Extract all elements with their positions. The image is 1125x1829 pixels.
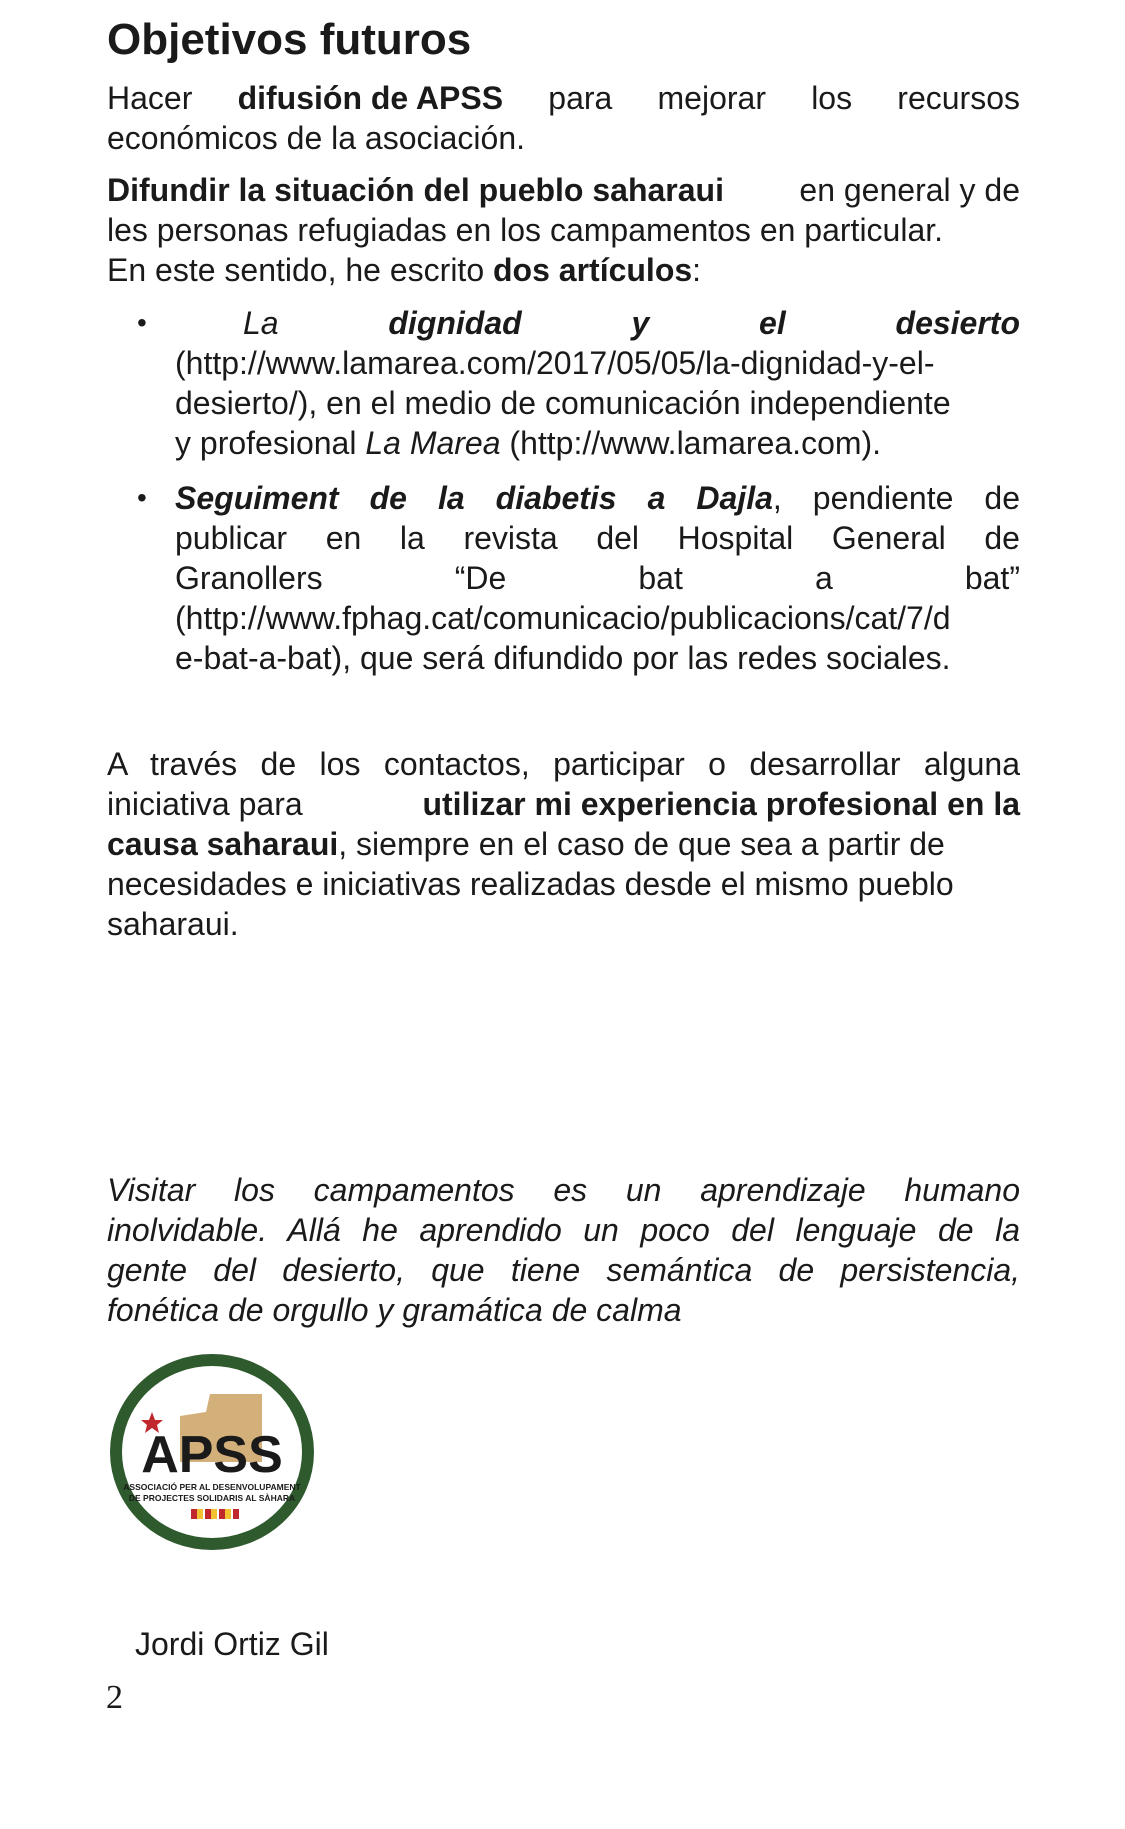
p2-line1 [107, 170, 1020, 210]
quote-line: gente del desierto, que tiene semántica de persistencia, [107, 1252, 1020, 1288]
text: y profesional [175, 425, 357, 461]
word: La [243, 305, 279, 341]
word: diabetis [495, 480, 617, 516]
word: General [831, 520, 946, 556]
text: , siempre en el caso de que sea a partir de [338, 826, 945, 862]
quote-line: inolvidable. Allá he aprendido un poco del lenguaje de la [107, 1212, 1020, 1248]
apss-logo-graphic [110, 1354, 314, 1550]
p3-line5: saharaui. [107, 906, 239, 942]
word: Dajla [696, 480, 773, 516]
bullet-icon: • [137, 482, 147, 513]
logo-acronym: APSS [141, 1426, 283, 1484]
apss-logo [110, 1354, 314, 1550]
quote-line: fonética de orgullo y gramática de calma [107, 1292, 682, 1328]
bullet2-line1: Seguiment de la diabetis a Dajla, pendiente de [175, 480, 1020, 516]
section-heading: Objetivos futuros [107, 15, 472, 64]
text: En este sentido, he escrito [107, 252, 485, 288]
word: desierto [895, 305, 1020, 341]
page-number: 2 [106, 1679, 123, 1716]
bullet2-line3 [175, 558, 1020, 598]
bullet-1-text [175, 303, 1020, 463]
closing-quote [107, 1170, 1020, 1330]
paragraph-difusion [107, 78, 1020, 158]
bullet2-line2 [175, 518, 1020, 558]
word: Granollers [175, 560, 323, 596]
publication-name: La Marea [365, 425, 501, 461]
bullet2-line5: e-bat-a-bat), que será difundido por las redes sociales. [175, 640, 951, 676]
word: a [647, 480, 666, 516]
p1-line2: económicos de la asociación. [107, 120, 526, 156]
bullet1-line3: desierto/), en el medio de comunicación independiente [175, 385, 951, 421]
word: de [369, 480, 407, 516]
word: bat” [964, 560, 1020, 596]
quote-line: Visitar los campamentos es un aprendizaje humano [107, 1172, 1020, 1208]
url-text[interactable]: (http://www.lamarea.com). [509, 425, 882, 461]
bold-phrase: difusión de APSS [237, 80, 504, 116]
paragraph-contactos [107, 744, 1020, 944]
author-name: Jordi Ortiz Gil [135, 1626, 329, 1662]
bold-phrase: causa saharaui [107, 826, 339, 862]
bullet-2-text [175, 478, 1020, 678]
bold-phrase: dos artículos [493, 252, 693, 288]
word: el [759, 305, 786, 341]
text: iniciativa para [107, 786, 303, 822]
article-title-link[interactable] [175, 303, 1020, 343]
bullet1-line4 [175, 423, 1020, 463]
word: los [811, 80, 853, 116]
word: pendiente [812, 480, 954, 516]
word: recursos [897, 80, 1020, 116]
p3-line3 [107, 824, 1020, 864]
p3-line2 [107, 784, 1020, 824]
p2-line3 [107, 250, 1020, 290]
word: dignidad [388, 305, 522, 341]
bullet-icon: • [137, 307, 147, 338]
word: la [437, 480, 465, 516]
colon: : [692, 252, 702, 288]
p1-line1 [107, 78, 1020, 118]
p3-line1: A través de los contactos, participar o desarrollar alguna [107, 746, 1020, 782]
url-text[interactable]: (http://www.lamarea.com/2017/05/05/la-dignidad-y-el- [175, 345, 935, 381]
p2-line2: les personas refugiadas en los campamentos en particular. [107, 212, 944, 248]
word: del [596, 520, 640, 556]
url-text[interactable]: (http://www.fphag.cat/comunicacio/publicacions/cat/7/d [175, 600, 951, 636]
paragraph-difundir [107, 170, 1020, 290]
word: en [325, 520, 362, 556]
word: Seguiment [175, 480, 339, 516]
word: de [984, 520, 1020, 556]
word: publicar [175, 520, 288, 556]
word: Hacer [107, 80, 193, 116]
word: la [399, 520, 425, 556]
text: en general y de [799, 172, 1020, 208]
word: a [814, 560, 833, 596]
word: de [984, 480, 1020, 516]
word: revista [463, 520, 558, 556]
p3-line4: necesidades e iniciativas realizadas desde el mismo pueblo [107, 866, 954, 902]
bold-phrase: utilizar mi experiencia profesional en la [422, 786, 1020, 822]
word: “De [454, 560, 507, 596]
word: bat [638, 560, 683, 596]
logo-line1: ASSOCIACIÓ PER AL DESENVOLUPAMENT [123, 1482, 301, 1492]
bold-phrase: Difundir la situación del pueblo saharaui [107, 172, 724, 208]
word: para [548, 80, 613, 116]
word: Hospital [677, 520, 794, 556]
logo-line2: DE PROJECTES SOLIDARIS AL SÀHARA [128, 1493, 296, 1503]
word: mejorar [657, 80, 766, 116]
word: y [631, 305, 650, 341]
